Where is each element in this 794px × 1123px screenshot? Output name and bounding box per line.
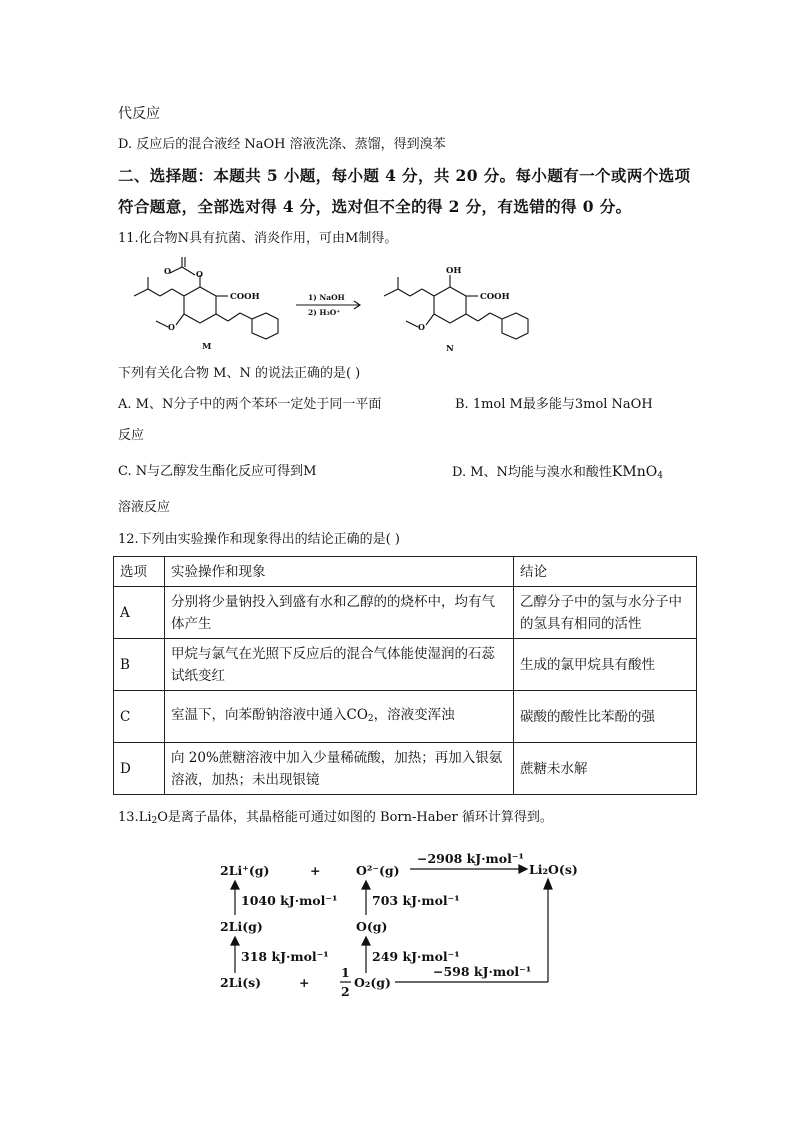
half-denominator: 2 [341,984,350,999]
operation-cell: 向 20%蔗糖溶液中加入少量稀硫酸，加热；再加入银氨溶液，加热；未出现银镜 [165,743,514,795]
n-benzene-ring [434,287,466,323]
table-header-row [114,557,697,587]
m-cooh-label: COOH [230,292,260,302]
continuation-text: 代反应 [118,106,160,122]
m-benzene-ring [184,287,216,323]
ionization-energy-label: 1040 kJ·mol⁻¹ [241,893,338,908]
n-cooh-label: COOH [480,292,510,302]
formation-enthalpy-label: −598 kJ·mol⁻¹ [433,964,532,979]
operation-cell: 甲烷与氯气在光照下反应后的混合气体能使湿润的石蕊试纸变红 [165,639,514,691]
li-solid-label: 2Li(s) [220,975,262,990]
header-cell: 选项 [114,557,165,587]
option-cell: B [114,639,165,691]
dissociation-energy-label: 249 kJ·mol⁻¹ [372,949,460,964]
option-cell: D [114,743,165,795]
table-row [114,587,697,639]
q11-option-b: B. 1mol M最多能与3mol NaOH [455,397,653,412]
q11-stem: 11.化合物N具有抗菌、消炎作用，可由M制得。 [118,231,398,246]
q13-stem: $13.Li_2O$是离子晶体，其晶格能可通过如图的 Born-Haber 循环计算得到。 [118,810,553,826]
conclusion-cell: 生成的氯甲烷具有酸性 [514,639,697,691]
svg-text:O: O [196,269,203,279]
oxide-ion-gas-label: O²⁻(g) [356,863,400,878]
q11-question: 下列有关化合物 M、N 的说法正确的是( ) [118,366,361,381]
q11-option-c: C. N与乙醇发生酯化反应可得到M [118,464,317,479]
q11-option-b-continued: 反应 [118,428,145,443]
compound-n-label: N [446,344,454,354]
table-row [114,639,697,691]
o-gas-label: O(g) [356,919,388,934]
conclusion-cell: 乙醇分子中的氢与水分子中的氢具有相同的活性 [514,587,697,639]
table-row [114,743,697,795]
conclusion-cell: 碳酸的酸性比苯酚的强 [514,691,697,743]
li-gas-label: 2Li(g) [220,919,263,934]
conclusion-cell: 蔗糖未水解 [514,743,697,795]
sublimation-energy-label: 318 kJ·mol⁻¹ [241,949,329,964]
li2o-solid-label: Li₂O(s) [529,862,578,877]
header-cell: 实验操作和现象 [165,557,514,587]
operation-cell: 室温下，向苯酚钠溶液中通入$CO_2$，溶液变浑浊 [165,691,514,743]
section2-heading-line1: 二、选择题：本题共 5 小题，每小题 4 分，共 20 分。每小题有一个或两个选项 [118,166,691,185]
o2-gas-label: O₂(g) [354,975,391,990]
operation-cell: 分别将少量钠投入到盛有水和乙醇的的烧杯中，均有气体产生 [165,587,514,639]
plus-sign-top: + [310,863,321,878]
li-ion-gas-label: 2Li⁺(g) [220,863,270,878]
svg-text:O: O [164,266,171,276]
q11-option-a: A. M、N分子中的两个苯环一定处于同一平面 [118,397,382,412]
section2-heading-line2: 符合题意，全部选对得 4 分，选对但不全的得 2 分，有选错的得 0 分。 [118,197,632,216]
table-row [114,691,697,743]
plus-sign-bottom: + [299,975,310,990]
step2-label: 2) H₃O⁺ [308,308,341,317]
step1-label: 1) NaOH [308,293,345,302]
q11-reaction-scheme [120,255,560,360]
q12-table [113,556,697,795]
n-oh-label: OH [446,266,462,276]
svg-text:O: O [168,322,175,332]
q11-option-d: D. M、N均能与溴水和酸性KMnO$_4$ [452,464,663,481]
electron-affinity-label: 703 kJ·mol⁻¹ [372,893,460,908]
q12-stem: 12.下列由实验操作和现象得出的结论正确的是( ) [118,532,400,547]
born-haber-cycle [215,845,585,1005]
q10-option-d: D. 反应后的混合液经 NaOH 溶液洗涤、蒸馏，得到溴苯 [118,137,446,152]
svg-text:O: O [418,322,425,332]
compound-m-label: M [202,342,212,352]
option-cell: A [114,587,165,639]
half-numerator: 1 [341,965,350,980]
q11-option-d-continued: 溶液反应 [118,500,171,515]
lattice-energy-label: −2908 kJ·mol⁻¹ [417,851,524,866]
header-cell: 结论 [514,557,697,587]
option-cell: C [114,691,165,743]
